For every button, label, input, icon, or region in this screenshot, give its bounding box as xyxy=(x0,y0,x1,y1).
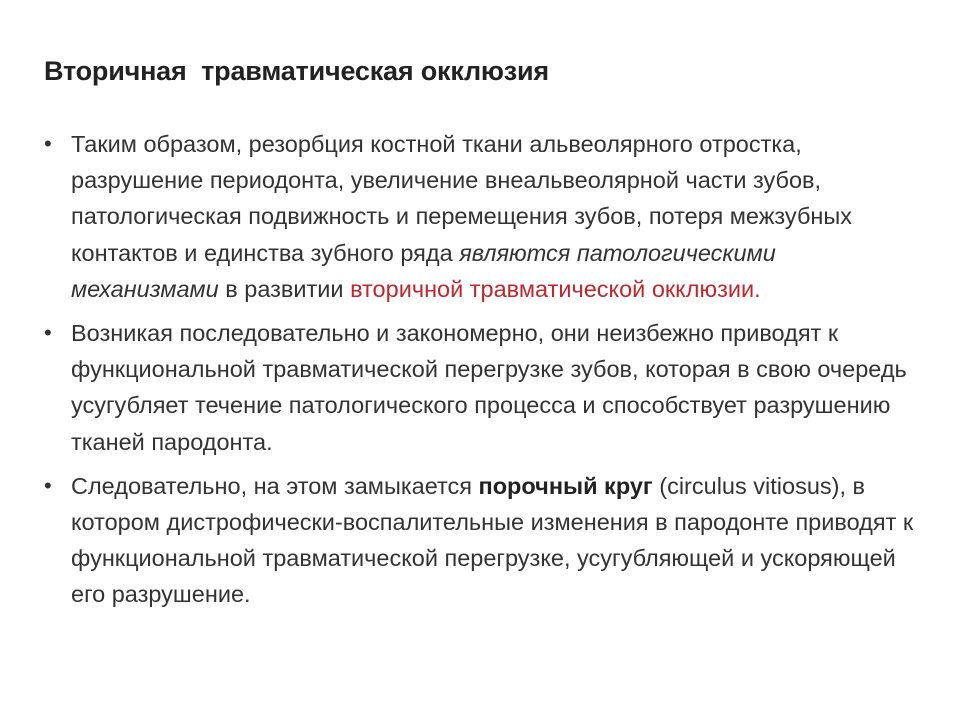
slide-title: Вторичная травматическая окклюзия xyxy=(44,56,549,86)
bullet-3-text: Следовательно, на этом замыкается xyxy=(71,472,479,499)
bullet-1-highlight-text: вторичной травматической окклюзии. xyxy=(350,275,761,302)
bullet-2-text: Возникая последовательно и закономерно, они неизбежно приводят к функциональной травматической перегрузке зубов, которая в свою очередь усугубляет течение патологического процесса и способствует разрушению тканей пародонта. xyxy=(71,320,907,455)
bullet-item-2 xyxy=(44,315,924,460)
bullet-1-text-continued: в развитии xyxy=(218,275,351,302)
bullet-item-3 xyxy=(44,468,924,613)
bullet-3-bold-text: порочный круг xyxy=(478,472,653,499)
bullet-1-text: Таким образом, резорбция костной ткани альвеолярного отростка, разрушение периодонта, увеличение внеальвеолярной части зубов, патологическая подвижность и перемещения зубов, потеря межзубных контактов и единства зубного ряда xyxy=(71,131,853,266)
bullet-1-italic-text: являются патологическими механизмами xyxy=(71,239,776,302)
bullet-3-text-continued: (circulus vitiosus), в котором дистрофически-воспалительные изменения в пародонте приводят к функциональной травматической перегрузке, усугубляющей и ускоряющей его разрушение. xyxy=(71,472,914,608)
bullet-item-1 xyxy=(44,126,924,307)
bullet-list xyxy=(44,126,924,621)
